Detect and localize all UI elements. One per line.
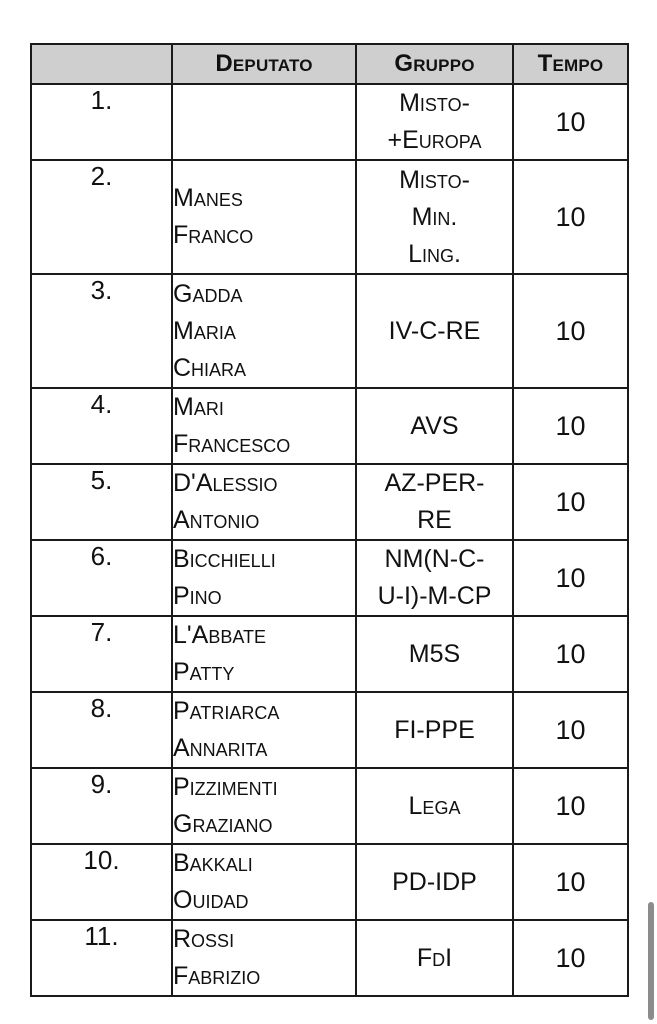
deputy-name-line: Ouidad [173, 886, 249, 914]
cell-number: 6. [31, 540, 172, 616]
deputy-name-line: Patty [173, 658, 235, 686]
cell-deputy [172, 692, 356, 768]
cell-deputy [172, 616, 356, 692]
header-number [31, 44, 172, 84]
deputy-name-line: Antonio [173, 506, 260, 534]
group-name-line: M5S [408, 639, 461, 668]
deputy-name-line: Annarita [173, 734, 268, 762]
cell-deputy [172, 844, 356, 920]
cell-group [356, 464, 513, 540]
speakers-table-container [30, 43, 629, 997]
header-row [31, 44, 628, 84]
cell-time: 10 [513, 274, 628, 388]
cell-deputy [172, 768, 356, 844]
table-row [31, 692, 628, 768]
deputy-name-line: Patriarca [173, 697, 280, 725]
table-row [31, 388, 628, 464]
speakers-table [30, 43, 629, 997]
cell-time: 10 [513, 844, 628, 920]
table-row [31, 616, 628, 692]
cell-deputy [172, 84, 356, 160]
cell-deputy [172, 274, 356, 388]
table-row [31, 540, 628, 616]
table-body [31, 84, 628, 996]
deputy-name-line: Pino [173, 582, 222, 610]
group-name-line: FI-PPE [394, 715, 475, 744]
cell-time: 10 [513, 768, 628, 844]
table-row [31, 920, 628, 996]
group-name-line: NM(N-C- [384, 545, 485, 573]
deputy-name-line: Maria [173, 316, 236, 345]
cell-group [356, 160, 513, 274]
cell-deputy [172, 388, 356, 464]
deputy-name-line: Rossi [173, 925, 235, 953]
cell-group [356, 84, 513, 160]
table-row [31, 84, 628, 160]
cell-group [356, 920, 513, 996]
cell-group [356, 768, 513, 844]
deputy-name-line: Francesco [173, 430, 291, 458]
cell-number: 4. [31, 388, 172, 464]
table-row [31, 160, 628, 274]
deputy-name-line: Graziano [173, 810, 273, 838]
cell-time: 10 [513, 692, 628, 768]
group-name-line: Ling. [408, 239, 461, 268]
deputy-name-line: Gadda [173, 279, 243, 308]
cell-group [356, 692, 513, 768]
deputy-name-line: Franco [173, 221, 254, 249]
deputy-name-line: Bicchielli [173, 545, 276, 573]
cell-group [356, 616, 513, 692]
cell-deputy [172, 160, 356, 274]
cell-number: 5. [31, 464, 172, 540]
group-name-line: Lega [408, 791, 461, 820]
cell-number: 1. [31, 84, 172, 160]
header-deputy: Deputato [172, 44, 356, 84]
deputy-name-line: D'Alessio [173, 469, 278, 497]
cell-time: 10 [513, 920, 628, 996]
cell-deputy [172, 540, 356, 616]
deputy-name-line: Manes [173, 184, 243, 212]
cell-group [356, 540, 513, 616]
table-row [31, 464, 628, 540]
cell-number: 3. [31, 274, 172, 388]
group-name-line: AZ-PER- [384, 469, 485, 497]
group-name-line: PD-IDP [392, 867, 477, 896]
scrollbar[interactable] [648, 902, 654, 1020]
cell-number: 11. [31, 920, 172, 996]
cell-group [356, 274, 513, 388]
group-name-line: Min. [411, 202, 458, 231]
cell-group [356, 844, 513, 920]
cell-number: 7. [31, 616, 172, 692]
table-row [31, 274, 628, 388]
group-name-line: Misto- [399, 165, 470, 194]
deputy-name-line: Bakkali [173, 849, 253, 877]
cell-group [356, 388, 513, 464]
header-group: Gruppo [356, 44, 513, 84]
cell-time: 10 [513, 160, 628, 274]
group-name-line: U-I)-M-CP [377, 582, 492, 610]
deputy-name-line: L'Abbate [173, 621, 267, 649]
cell-time: 10 [513, 84, 628, 160]
deputy-name-line: Pizzimenti [173, 773, 278, 801]
cell-deputy [172, 464, 356, 540]
cell-time: 10 [513, 464, 628, 540]
group-name-line: +Europa [387, 126, 482, 154]
deputy-name-line: Fabrizio [173, 962, 261, 990]
table-row [31, 844, 628, 920]
table-header [31, 44, 628, 84]
group-name-line: FdI [416, 943, 453, 972]
cell-number: 9. [31, 768, 172, 844]
cell-deputy [172, 920, 356, 996]
deputy-name-line: Mari [173, 393, 224, 421]
cell-time: 10 [513, 388, 628, 464]
group-name-line: AVS [410, 411, 459, 440]
group-name-line: Misto- [399, 89, 470, 117]
group-name-line: RE [417, 506, 452, 534]
cell-number: 8. [31, 692, 172, 768]
cell-time: 10 [513, 616, 628, 692]
cell-time: 10 [513, 540, 628, 616]
deputy-name-line: Chiara [173, 353, 247, 382]
table-row [31, 768, 628, 844]
cell-number: 10. [31, 844, 172, 920]
header-time: Tempo [513, 44, 628, 84]
group-name-line: IV-C-RE [388, 316, 481, 345]
cell-number: 2. [31, 160, 172, 274]
